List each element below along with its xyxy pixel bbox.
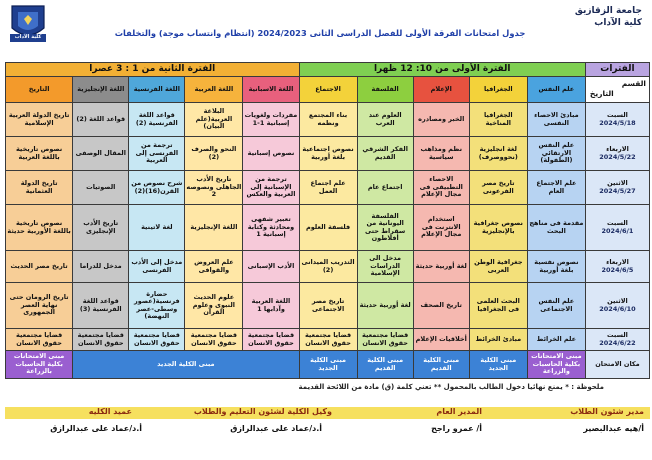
subject-cell: نصوص تاريخية باللغة العربية [6, 137, 73, 171]
subject-cell: تاريخ الدولة العربية الإسلامية [6, 103, 73, 137]
dept-header: الجغرافيا [469, 77, 527, 103]
exam-place-cell: مبنى الكلية الجديد [73, 351, 299, 379]
period-one-header: الفترة الأولى من 10: 12 ظهرا [299, 63, 585, 77]
table-row [6, 329, 650, 351]
table-row [6, 205, 650, 251]
signature-title: وكيل الكلية لشئون التعليم والطلاب [193, 407, 332, 416]
subject-cell: الاحصاء التطبيقى فى مجال الإعلام [413, 171, 469, 205]
corner-dept-label: القسم [621, 79, 646, 88]
subject-cell: فلسفة العلوم [299, 205, 357, 251]
subject-cell: تاريخ مصر الاجتماعى [299, 283, 357, 329]
date-cell [585, 251, 649, 283]
subject-cell: جغرافية الوطن العربى [469, 251, 527, 283]
subject-cell: حضارة فرنسية(عصور وسطى-عصر النهضة) [129, 283, 185, 329]
subject-cell: الخبر ومصادره [413, 103, 469, 137]
subject-cell: تاريخ الدولة العثمانية [6, 171, 73, 205]
subject-cell: تاريخ مصر الحديث [6, 251, 73, 283]
exam-place-cell: مبنى الامتحانات بكلية الحاسبات والزراعة [527, 351, 585, 379]
exam-date: 2024/5/27 [599, 186, 636, 195]
subject-cell: علم الاجتماع العام [527, 171, 585, 205]
subject-cell: شرح نصوص من القرن(16)(2) [129, 171, 185, 205]
subject-cell: الفلسفة اليونانية من سقراط حتى أفلاطون [357, 205, 413, 251]
exam-date: 2024/5/18 [599, 118, 636, 127]
date-cell [585, 103, 649, 137]
exam-date: 2024/6/1 [601, 226, 634, 235]
subject-cell: مقدمة فى مناهج البحث [527, 205, 585, 251]
university-name: جامعة الزقازيق [574, 6, 642, 16]
date-cell [585, 171, 649, 205]
signature-name: أ.د/عماد على عبدالرازق [230, 424, 322, 433]
subject-cell: نصوص نفسية بلغة أوربية [527, 251, 585, 283]
subject-cell: تاريخ مصر الفرعونى [469, 171, 527, 205]
corner-date-label: التاريخ [589, 89, 614, 99]
subject-cell: قواعد اللغة الفرنسية (2) [129, 103, 185, 137]
subject-cell: نظم ومذاهب سياسية [413, 137, 469, 171]
table-row [6, 251, 650, 283]
page-title: جدول امتحانات الفرقة الأولى للفصل الدراسى الثانى 2024/2023 (انتظام وانتساب موجة) والتخلفات [114, 28, 526, 38]
subject-cell: مبادئ الخرائط [469, 329, 527, 351]
date-cell [585, 205, 649, 251]
faculty-name: كلية الآداب [594, 18, 642, 28]
subject-cell: علوم الحديث النبوى وعلوم القرآن [185, 283, 243, 329]
subject-cell: استخدام الانترنت فى مجال الإعلام [413, 205, 469, 251]
day-name: الاربعاء [606, 258, 629, 267]
subject-cell: ترجمة من الفرنسى إلى العربية [129, 137, 185, 171]
subject-cell: تاريخ الأدب الإنجليزى [73, 205, 129, 251]
exam-place-label: مكان الامتحان [585, 351, 649, 379]
dept-header: اللغة العربية [185, 77, 243, 103]
exam-place-cell: مبنى الكلية القديم [413, 351, 469, 379]
dept-header: علم النفس [527, 77, 585, 103]
footer-note: ملحوظة : * يمنع نهائيا دخول الطالب بالمحمول ** تعني كلمة (ق) مادة من اللائحة القديمة [298, 383, 604, 391]
date-cell [585, 329, 649, 351]
subject-cell: قواعد اللغة الفرنسية (3) [73, 283, 129, 329]
subject-cell: مدخل للدراما [73, 251, 129, 283]
dept-header: اللغة الاسبانية [243, 77, 299, 103]
subject-cell: بناء المجتمع ونظمه [299, 103, 357, 137]
exam-place-cell: مبنى الكلية الجديد [299, 351, 357, 379]
periods-label: الفترات [585, 63, 649, 77]
subject-cell: البلاغة العربية(علم البيان) [185, 103, 243, 137]
dept-date-corner [585, 77, 649, 103]
day-name: السبت [607, 111, 628, 120]
subject-cell: لغة لاتينية [129, 205, 185, 251]
subject-cell: قضايا مجتمعية حقوق الانسان [185, 329, 243, 351]
subject-cell: قضايا مجتمعية حقوق الانسان [129, 329, 185, 351]
exam-schedule-table [5, 62, 650, 379]
table-row [6, 283, 650, 329]
dept-header: التاريخ [6, 77, 73, 103]
exam-date: 2024/6/5 [601, 265, 634, 274]
table-row [6, 103, 650, 137]
subject-cell: قضايا مجتمعية حقوق الانسان [6, 329, 73, 351]
signature-title: المدير العام [436, 407, 482, 416]
subject-cell: اجتماع عام [357, 171, 413, 205]
subject-cell: نصوص إسبانية [243, 137, 299, 171]
date-cell [585, 283, 649, 329]
subject-cell: مبادئ الاحصاء النفسى [527, 103, 585, 137]
subject-cell: علم العروض والقوافى [185, 251, 243, 283]
subject-cell: علم الخرائط [527, 329, 585, 351]
signature-name: أ.د/عماد على عبدالرازق [50, 424, 142, 433]
subject-cell: اللغة العربية وآدابها 1 [243, 283, 299, 329]
exam-place-cell: مبنى الكلية القديم [357, 351, 413, 379]
dept-header: الاجتماع [299, 77, 357, 103]
exam-place-cell: مبنى الامتحانات بكلية الحاسبات بالزراعة [6, 351, 73, 379]
faculty-logo [6, 4, 50, 44]
subject-cell: نصوص جغرافية بالإنجليزية [469, 205, 527, 251]
subject-cell: لغة أوربية حديثة [357, 283, 413, 329]
subject-cell: قضايا مجتمعية حقوق الانسان [243, 329, 299, 351]
day-name: الاثنين [607, 179, 628, 188]
subject-cell: البحث العلمى فى الجغرافيا [469, 283, 527, 329]
subject-cell: المقال الوصفى [73, 137, 129, 171]
table-row [6, 137, 650, 171]
exam-date: 2024/6/10 [599, 304, 636, 313]
subject-cell: نصوص اجتماعية بلغة أوربية [299, 137, 357, 171]
subject-cell: مدخل إلى الأدب الفرنسى [129, 251, 185, 283]
period-two-header: الفترة الثانية من 1 : 3 عصرا [6, 63, 300, 77]
dept-header: الفلسفة [357, 77, 413, 103]
subject-cell: تاريخ الرومان حتى نهاية العصر الجمهورى [6, 283, 73, 329]
dept-header: اللغة الفرنسية [129, 77, 185, 103]
subject-cell: قواعد اللغة (2) [73, 103, 129, 137]
exam-date: 2024/5/22 [599, 152, 636, 161]
subject-cell: النحو والصرف (2) [185, 137, 243, 171]
subject-cell: قضايا مجتمعية حقوق الانسان [299, 329, 357, 351]
day-name: السبت [607, 331, 628, 340]
subject-cell: أخلاقيات الإعلام [413, 329, 469, 351]
subject-cell: الجغرافيا المناخية [469, 103, 527, 137]
subject-cell: قضايا مجتمعية حقوق الانسان [73, 329, 129, 351]
subject-cell: ترجمة من الإسبانية إلى العربية والعكس [243, 171, 299, 205]
subject-cell: مفردات ولغويات إسبانية 1-1 [243, 103, 299, 137]
subject-cell: الأدب الإسبانى [243, 251, 299, 283]
day-name: الاثنين [607, 297, 628, 306]
dept-header: الإعلام [413, 77, 469, 103]
subject-cell: علم اجتماع العمل [299, 171, 357, 205]
signature-name: أ/ عمرو راجح [431, 424, 482, 433]
day-name: الاربعاء [606, 145, 629, 154]
subject-cell: علم النفس الاجتماعى [527, 283, 585, 329]
subject-cell: تعبير شفهى ومحادثة وكتابة إسبانية 1 [243, 205, 299, 251]
day-name: السبت [607, 219, 628, 228]
subject-cell: مدخل الى الدراسات الإسلامية [357, 251, 413, 283]
exam-place-row [6, 351, 650, 379]
subject-cell: اللغة الإنجليزية [185, 205, 243, 251]
subject-cell: قضايا مجتمعية حقوق الانسان [357, 329, 413, 351]
signature-title: مدير شئون الطلاب [570, 407, 644, 416]
logo-caption: كلية الآداب [14, 34, 42, 40]
subject-cell: لغة انجليزية (نحووصرف) [469, 137, 527, 171]
exam-date: 2024/6/22 [599, 338, 636, 347]
dept-header: اللغة الإنجليزية [73, 77, 129, 103]
date-cell [585, 137, 649, 171]
subject-cell: الصوتيات [73, 171, 129, 205]
subject-cell: تاريخ الأدب الجاهلى ونصوصه 2 [185, 171, 243, 205]
subject-cell: لغة أوربية حديثة [413, 251, 469, 283]
signature-name: أ/هيه عبدالبصير [583, 424, 644, 433]
exam-place-cell: مبنى الكلية الجديد [469, 351, 527, 379]
signature-title: عميد الكليه [88, 407, 132, 416]
subject-cell: التدريب الميدانى (2) [299, 251, 357, 283]
subject-cell: العلوم عند العرب [357, 103, 413, 137]
subject-cell: نصوص تاريخية باللغة الأوربية حديثة [6, 205, 73, 251]
subject-cell: علم النفس الارتقائي (الطفولة) [527, 137, 585, 171]
table-row [6, 171, 650, 205]
subject-cell: الفكر الشرقي القديم [357, 137, 413, 171]
subject-cell: تاريخ الصحف [413, 283, 469, 329]
